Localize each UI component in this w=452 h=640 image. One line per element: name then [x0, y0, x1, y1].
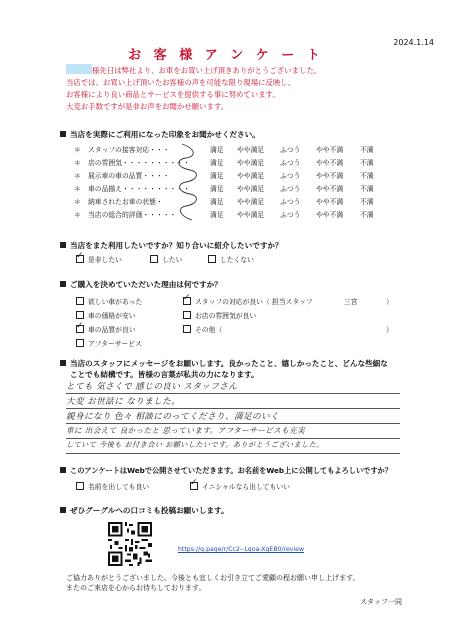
- q1-rating-option[interactable]: 満足: [210, 198, 224, 206]
- survey-date: 2024.1.14: [393, 38, 434, 47]
- selection-circle-stroke: [170, 142, 210, 222]
- q1-rating-option[interactable]: 満足: [210, 211, 224, 219]
- handwritten-message-line-3: 親身になり 色々 相談にのってくださり、満足のいく: [66, 412, 280, 422]
- square-bullet-icon: [60, 281, 66, 287]
- asterisk-icon: ＊: [74, 159, 81, 167]
- q3-option-price[interactable]: 車の価格が安い: [76, 310, 136, 320]
- q3-option-staff[interactable]: ✓スタッフの対応が良い（ 担当スタッフ: [183, 296, 313, 306]
- q3-staff-name: 三宮: [344, 298, 358, 306]
- square-bullet-icon: [60, 507, 66, 513]
- q5-option-name[interactable]: 名前を出しても良い: [76, 481, 149, 491]
- q1-rating-option[interactable]: やや不満: [316, 185, 344, 193]
- q5-heading: このアンケートはWebで公開させていただきます。お名前をWeb上に公開してもよろしいですか？: [60, 466, 392, 476]
- message-line: [66, 407, 400, 409]
- q1-rating-option[interactable]: ふつう: [280, 159, 301, 167]
- q1-rating-option[interactable]: ふつう: [280, 185, 301, 193]
- square-bullet-icon: [60, 131, 66, 137]
- q1-rating-option[interactable]: やや満足: [237, 172, 265, 180]
- q1-rating-option[interactable]: 満足: [210, 185, 224, 193]
- q1-rating-option[interactable]: ふつう: [280, 146, 301, 154]
- q1-heading: 当店を実際にご利用になった印象をお聞かせください。: [60, 129, 260, 140]
- q3-option-atmosphere[interactable]: お店の雰囲気が良い: [183, 310, 256, 320]
- q1-row: [74, 144, 414, 156]
- message-line: [66, 422, 400, 424]
- checkbox-checked-icon[interactable]: [76, 325, 84, 333]
- q1-rating-option[interactable]: 満足: [210, 172, 224, 180]
- q3-other-close-paren: ）: [386, 326, 393, 334]
- redacted-name: [66, 64, 92, 74]
- qr-code-icon[interactable]: [108, 522, 152, 566]
- asterisk-icon: ＊: [74, 146, 81, 154]
- q2-option-yes[interactable]: ✓是非したい: [76, 254, 122, 264]
- footer-text: ご協力ありがとうございました。今後とも宜しくお引き立てご愛顧の程お願い申し上げます。 またのご来店を心からお待ちしております。: [66, 574, 360, 592]
- survey-title: お 客 様 ア ン ケ ー ト: [128, 48, 324, 63]
- asterisk-icon: ＊: [74, 172, 81, 180]
- square-bullet-icon: [60, 360, 66, 366]
- q1-row-label: 店の雰囲気・・・・・・・・・・: [88, 159, 190, 167]
- handwritten-message-line-4: 車に 出会えて 良かったと 思っています。アフターサービスも充実: [66, 426, 306, 435]
- q1-rating-option[interactable]: やや不満: [316, 146, 344, 154]
- q1-rating-option[interactable]: やや不満: [316, 172, 344, 180]
- q2-heading: 当店をまた利用したいですか？知り合いに紹介したいですか？: [60, 240, 283, 251]
- intro-text: 様先日は弊社より、お車をお買い上げ頂きありがとうございました。 当店では、お買い上げ頂いたお客様の声を可能な限り現場に反映し、 お客様により良い商品とサービスを提供する事に努めています。 大変お手数ですが是非お声をお聞かせ願います。: [66, 66, 322, 111]
- q1-rating-option[interactable]: ふつう: [280, 198, 301, 206]
- q1-rating-option[interactable]: ふつう: [280, 172, 301, 180]
- google-review-link[interactable]: https://g.page/r/Cc2--Lqoa-XgEB0/review: [178, 546, 305, 553]
- handwritten-message-line-2: 大変 お世話に なりました。: [66, 397, 181, 407]
- checkbox-icon[interactable]: [183, 311, 191, 319]
- q1-rating-option[interactable]: 不満: [360, 211, 374, 219]
- q1-row: [74, 170, 414, 182]
- q1-row-label: 展示車の車の品質・・・・: [88, 172, 170, 180]
- q1-rating-option[interactable]: やや不満: [316, 211, 344, 219]
- q3-heading: ご購入を決めていただいた理由は何ですか？: [60, 279, 222, 290]
- q1-rating-option[interactable]: やや不満: [316, 198, 344, 206]
- q1-row: [74, 196, 414, 208]
- q3-option-after-service[interactable]: アフターサービス: [76, 338, 142, 348]
- checkbox-icon[interactable]: [76, 339, 84, 347]
- checkbox-checked-icon[interactable]: [190, 482, 198, 490]
- handwritten-message-line-5: していて 今後も お付き合い お願いしたいです。ありがとうございました。: [66, 440, 324, 449]
- q3-option-quality[interactable]: ✓車の品質が良い: [76, 324, 136, 334]
- q1-rating-option[interactable]: 不満: [360, 172, 374, 180]
- checkbox-icon[interactable]: [76, 311, 84, 319]
- q4-heading: 当店のスタッフにメッセージをお願いします。良かったこと、嬉しかったこと、どんな些細な ことでも結構です。皆様の言葉が私共の力になります。: [60, 358, 388, 380]
- footer-signature: スタッフ一同: [360, 598, 402, 606]
- q1-rating-option[interactable]: やや満足: [237, 146, 265, 154]
- q1-rating-option[interactable]: やや満足: [237, 159, 265, 167]
- q1-rating-option[interactable]: 不満: [360, 159, 374, 167]
- checkbox-icon[interactable]: [150, 255, 158, 263]
- q1-rating-option[interactable]: やや満足: [237, 185, 265, 193]
- q1-rating-option[interactable]: やや不満: [316, 159, 344, 167]
- q1-rating-option[interactable]: やや満足: [237, 211, 265, 219]
- q1-rating-option[interactable]: やや満足: [237, 198, 265, 206]
- square-bullet-icon: [60, 467, 66, 473]
- asterisk-icon: ＊: [74, 185, 81, 193]
- square-bullet-icon: [60, 242, 66, 248]
- q1-row-label: 当店の総合的評価・・・・・: [88, 211, 177, 219]
- q1-row-label: スタッフの接客対応・・・: [88, 146, 170, 154]
- asterisk-icon: ＊: [74, 211, 81, 219]
- q3-option-other[interactable]: その他（: [183, 324, 222, 334]
- message-line: [66, 392, 400, 394]
- q3-option-wanted-car[interactable]: 欲しい車があった: [76, 296, 142, 306]
- q1-row: [74, 209, 414, 221]
- q1-rating-option[interactable]: 不満: [360, 185, 374, 193]
- q2-option-maybe[interactable]: したい: [150, 254, 182, 264]
- q3-close-paren: ）: [386, 298, 393, 306]
- checkbox-icon[interactable]: [208, 255, 216, 263]
- q1-rating-option[interactable]: 満足: [210, 159, 224, 167]
- q1-row: [74, 183, 414, 195]
- checkbox-icon[interactable]: [76, 297, 84, 305]
- q1-rating-option[interactable]: 満足: [210, 146, 224, 154]
- q1-row-label: 納車されたお車の状態・: [88, 198, 163, 206]
- message-line: [66, 452, 400, 454]
- q1-row-label: 車の品揃え・・・・・・・・・・: [88, 185, 190, 193]
- checkbox-checked-icon[interactable]: [76, 255, 84, 263]
- checkbox-checked-icon[interactable]: [183, 297, 191, 305]
- q1-rating-option[interactable]: ふつう: [280, 211, 301, 219]
- checkbox-icon[interactable]: [76, 482, 84, 490]
- handwritten-message-line-1: とても 気さくで 感じの良い スタッフさん: [66, 382, 238, 392]
- q1-rating-option[interactable]: 不満: [360, 146, 374, 154]
- q6-heading: ぜひグーグルへの口コミも投稿お願いします。: [60, 505, 229, 516]
- asterisk-icon: ＊: [74, 198, 81, 206]
- message-line: [66, 437, 400, 439]
- q5-option-initials[interactable]: ✓ イニシャルなら出してもいい: [190, 481, 290, 491]
- checkbox-icon[interactable]: [183, 325, 191, 333]
- q1-rating-option[interactable]: 不満: [360, 198, 374, 206]
- q1-row: [74, 157, 414, 169]
- q2-option-no[interactable]: したくない: [208, 254, 254, 264]
